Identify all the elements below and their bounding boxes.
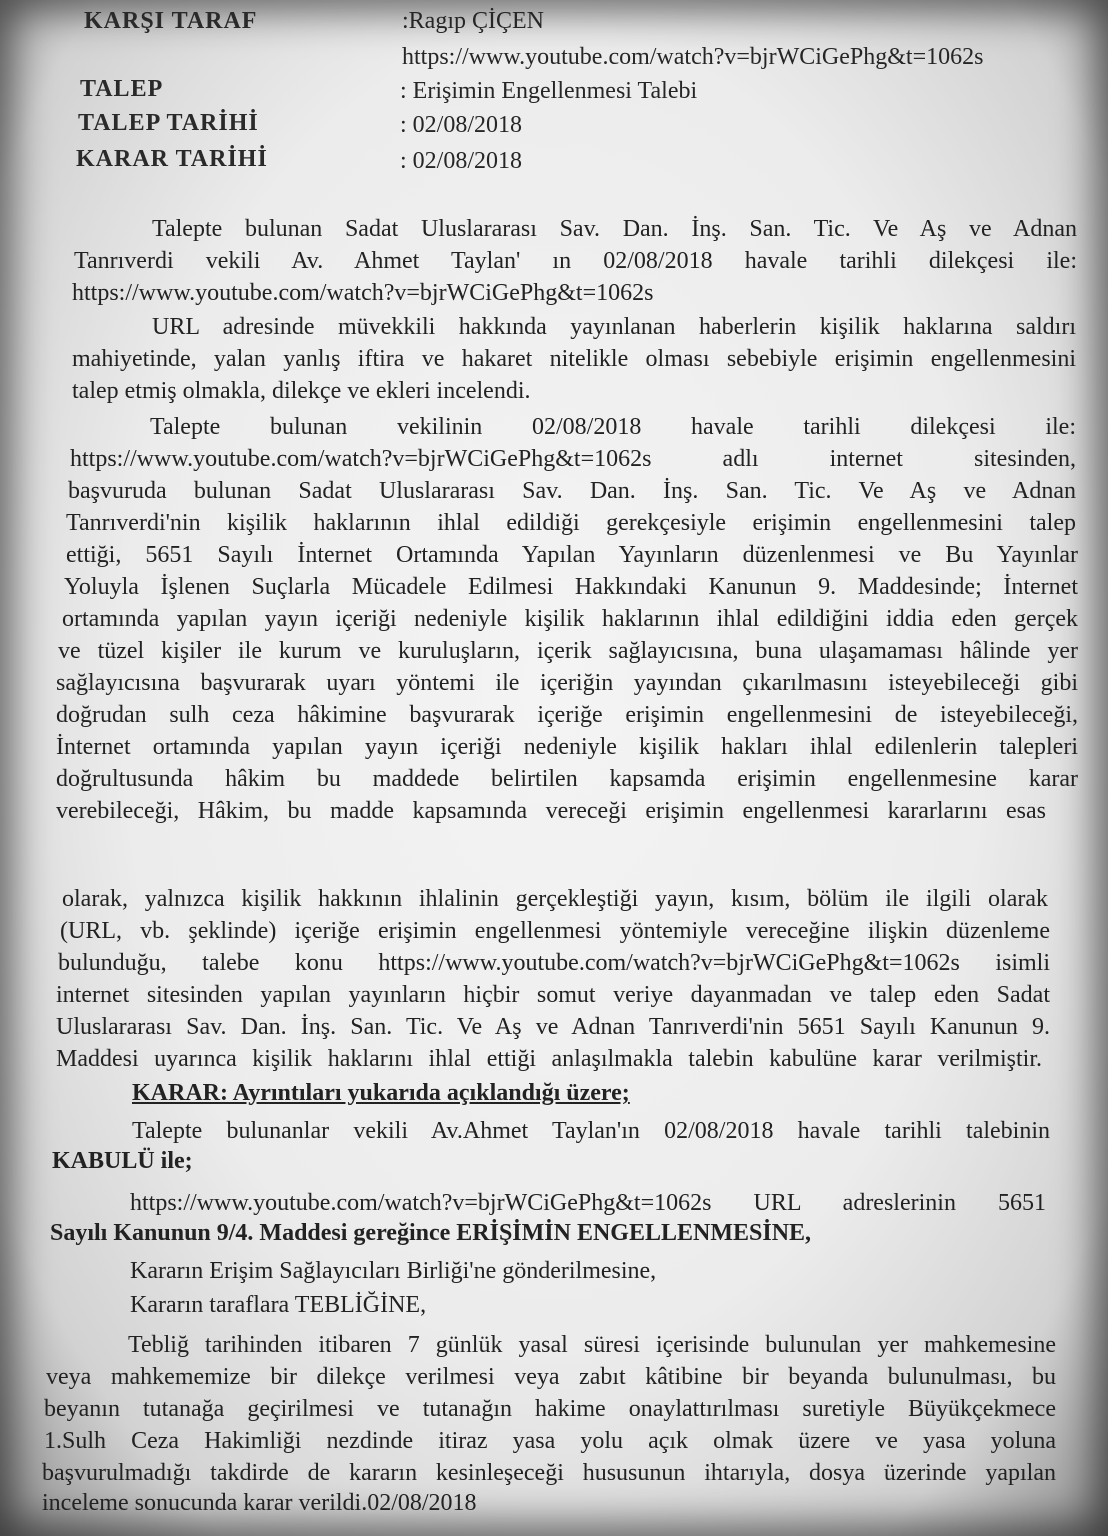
p3-line: başvuruda bulunan Sadat Uluslararası Sav. Dan. İnş. San. Tic. Ve Aş ve Adnan: [68, 478, 1076, 504]
karar-tarihi-label: KARAR TARİHİ: [76, 146, 268, 172]
p3-line: ve tüzel kişiler ile kurum ve kuruluşların, içerik sağlayıcısına, buna ulaşamaması hâlinde yer: [58, 638, 1078, 664]
karsi-taraf-label: KARŞI TARAF: [84, 8, 258, 34]
p2-line: URL adresinde müvekkili hakkında yayınlanan haberlerin kişilik haklarına saldırı: [152, 314, 1076, 340]
karar-line: Talepte bulunanlar vekili Av.Ahmet Taylan'ın 02/08/2018 havale tarihli talebinin: [132, 1118, 1050, 1144]
p2-line: talep etmiş olmakla, dilekçe ve ekleri incelendi.: [72, 378, 531, 404]
itiraz-line: Tebliğ tarihinden itibaren 7 günlük yasal süresi içerisinde bulunulan yer mahkemesine: [128, 1332, 1056, 1358]
karar-heading: KARAR: Ayrıntıları yukarıda açıklandığı üzere;: [132, 1080, 630, 1106]
karsi-taraf-url: https://www.youtube.com/watch?v=bjrWCiGePhg&t=1062s: [402, 44, 984, 70]
p3-line: ortamında yapılan yayın içeriği nedeniyle kişilik haklarının ihlal edildiğini iddia eden gerçek: [62, 606, 1078, 632]
itiraz-line: beyanın tutanağa geçirilmesi ve tutanağın hakime onaylattırılması suretiyle Büyükçekmece: [44, 1396, 1056, 1422]
itiraz-line: 1.Sulh Ceza Hakimliği nezdinde itiraz yasa yolu açık olmak üzere ve yasa yoluna: [44, 1428, 1056, 1454]
p4-line: internet sitesinden yapılan yayınların hiçbir somut veriye dayanmadan ve talep eden Sadat: [56, 982, 1050, 1008]
p4-line: (URL, vb. şeklinde) içeriğe erişimin engellenmesi yöntemiyle vereceğine ilişkin düzenleme: [60, 918, 1050, 944]
p3-line: https://www.youtube.com/watch?v=bjrWCiGePhg&t=1062s adlı internet sitesinden,: [70, 446, 1076, 472]
p2-line: mahiyetinde, yalan yanlış iftira ve hakaret nitelikle olması sebebiyle erişimin engellenmesini: [72, 346, 1076, 372]
p3-line: sağlayıcısına başvurarak uyarı yöntemi ile içeriğin yayından çıkarılmasını isteyebileceği gibi: [56, 670, 1078, 696]
karar-line: Kararın taraflara TEBLİĞİNE,: [130, 1292, 427, 1318]
p4-line: Uluslararası Sav. Dan. İnş. San. Tic. Ve Aş ve Adnan Tanrıverdi'nin 5651 Sayılı Kanunun 9.: [56, 1014, 1050, 1040]
p1-line: https://www.youtube.com/watch?v=bjrWCiGePhg&t=1062s: [72, 280, 654, 306]
p1-line: Talepte bulunan Sadat Uluslararası Sav. Dan. İnş. San. Tic. Ve Aş ve Adnan: [152, 216, 1077, 242]
karar-line: Kararın Erişim Sağlayıcıları Birliği'ne gönderilmesine,: [130, 1258, 657, 1284]
erisim-engellenmesi-text: Sayılı Kanunun 9/4. Maddesi gereğince ERİŞİMİN ENGELLENMESİNE,: [50, 1220, 812, 1246]
karar-line: https://www.youtube.com/watch?v=bjrWCiGePhg&t=1062s URL adreslerinin 5651: [130, 1190, 1046, 1216]
itiraz-line: veya mahkememize bir dilekçe verilmesi veya zabıt kâtibine bir beyanda bulunulması, bu: [46, 1364, 1056, 1390]
p3-line: doğrudan sulh ceza hâkimine başvurarak içeriğe erişimin engellenmesini de isteyebileceği,: [56, 702, 1078, 728]
itiraz-line: inceleme sonucunda karar verildi.02/08/2018: [42, 1490, 477, 1516]
p3-line: Talepte bulunan vekilinin 02/08/2018 havale tarihli dilekçesi ile:: [150, 414, 1076, 440]
p4-line: olarak, yalnızca kişilik hakkının ihlalinin gerçekleştiği yayın, kısım, bölüm ile ilgili olarak: [62, 886, 1048, 912]
p4-line: bulunduğu, talebe konu https://www.youtube.com/watch?v=bjrWCiGePhg&t=1062s isimli: [58, 950, 1050, 976]
kabul-text: KABULÜ ile;: [52, 1148, 193, 1174]
talep-tarihi-label: TALEP TARİHİ: [78, 110, 259, 136]
p3-line: verebileceği, Hâkim, bu madde kapsamında vereceği erişimin engellenmesi kararlarını esas: [56, 798, 1046, 824]
itiraz-line: başvurulmadığı takdirde de kararın kesinleşeceği hususunun ihtarıyla, dosya üzerinde yapılan: [42, 1460, 1056, 1486]
karsi-taraf-name: :Ragıp ÇİÇEN: [402, 8, 544, 34]
talep-label: TALEP: [80, 76, 164, 102]
p3-line: ettiği, 5651 Sayılı İnternet Ortamında Yapılan Yayınların düzenlenmesi ve Bu Yayınlar: [66, 542, 1078, 568]
p3-line: İnternet ortamında yapılan yayın içeriği nedeniyle kişilik hakları ihlal edilenlerin talepleri: [56, 734, 1078, 760]
p1-line: Tanrıverdi vekili Av. Ahmet Taylan' ın 02/08/2018 havale tarihli dilekçesi ile:: [74, 248, 1077, 274]
talep-tarihi-value: : 02/08/2018: [400, 112, 523, 138]
p3-line: doğrultusunda hâkim bu maddede belirtilen kapsamda erişimin engellenmesine karar: [56, 766, 1078, 792]
talep-value: : Erişimin Engellenmesi Talebi: [400, 78, 698, 104]
karar-tarihi-value: : 02/08/2018: [400, 148, 523, 174]
p4-line: Maddesi uyarınca kişilik haklarını ihlal ettiği anlaşılmakla talebin kabulüne karar verilmiştir.: [56, 1046, 1042, 1072]
p3-line: Yoluyla İşlenen Suçlarla Mücadele Edilmesi Hakkındaki Kanunun 9. Maddesinde; İnternet: [64, 574, 1078, 600]
p3-line: Tanrıverdi'nin kişilik haklarının ihlal edildiği gerekçesiyle erişimin engellenmesini talep: [66, 510, 1076, 536]
